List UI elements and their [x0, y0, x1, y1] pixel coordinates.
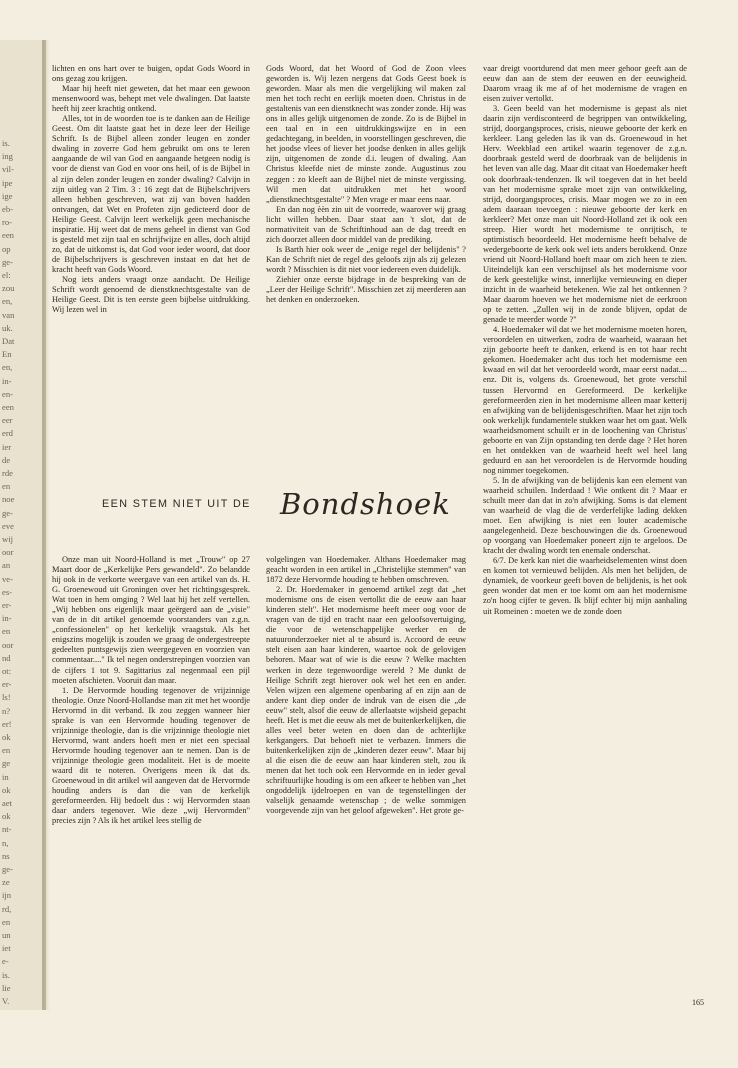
gutter-fragment: aet [2, 798, 13, 808]
paragraph: Maar hij heeft niet geweten, dat het maar een gewoon mensenwoord was, behept met vele dwalingen. Dat laatste heeft hij zeer krachtig ontkend. [52, 84, 250, 114]
gutter-fragment: ok [2, 811, 11, 822]
page-number: 165 [692, 998, 704, 1007]
gutter-fragment: ns [2, 850, 10, 861]
gutter-fragment: op [2, 243, 11, 254]
heading-script-title: Bondshoek [280, 487, 451, 521]
gutter-fragment: een [2, 402, 14, 412]
gutter-fragment: oor [2, 639, 14, 650]
gutter-fragment: en- [2, 388, 13, 399]
heading-prefix: EEN STEM NIET UIT DE [102, 498, 251, 510]
gutter-fragment: nd [2, 652, 11, 663]
gutter-fragment: zou [2, 283, 15, 294]
gutter-fragment: V. [2, 996, 10, 1006]
gutter-fragment: en [2, 745, 11, 756]
gutter-fragment: erd [2, 428, 13, 439]
paragraph: 1. De Hervormde houding tegenover de vrijzinnige theologie. Onze Noord-Hollandse man zit met het woordje Hervormd in dit verband. Ik zou zeggen wanneer hier sprake is van een Hervormde houding tegenover de vrijzinnige theologie, dan is die vrijzinnige theologie niet Hervormd, want anders hoeft men er niet een speciaal Hervormde houding tegenover aan te nemen. Dan is de vrijzinnige theologie geen modaliteit. Het is de moeite waard dit te noteren. Overigens meen ik dat ds. Groenewoud in dit artikel wil aangeven dat de Hervormde houding anders is dan die van de kerkelijk gereformeerden. Hij bedoelt dus : wij Hervormden staan daar anders tegenover. Wie deze „wij Hervormden" precies zijn ? Als ik het artikel lees stellig de [52, 685, 250, 826]
binding-shadow [42, 40, 50, 1010]
gutter-fragment: Dat [2, 336, 15, 346]
gutter-fragment: ve- [2, 573, 13, 584]
paragraph: Nog iets anders vraagt onze aandacht. De Heilige Schrift wordt genoemd de dienstknechtsgestalte van de Heilige Geest. Dit is ten eerste geen bijbelse uitdrukking. Wij lezen wel in [52, 274, 250, 315]
gutter-fragment: an [2, 560, 11, 571]
gutter-fragment: noe [2, 494, 15, 505]
paragraph: 6/7. De kerk kan niet die waarheidselementen winst doen en komen tot vernieuwd belijden. Als men het belijden, de dynamiek, de voorkeur geeft boven de belijdenis, is het ook geen wonder dat men er toe komt om aan het modernisme zo'n hoog cijfer te geven. Ik blijf echter bij mijn aanhaling uit Romeinen : moeten we de zonde doen [483, 556, 687, 616]
gutter-fragment: in [2, 771, 9, 782]
gutter-fragment: ige [2, 190, 13, 201]
paragraph: volgelingen van Hoedemaker. Althans Hoedemaker mag geacht worden in een artikel in „Christelijke stemmen" van 1872 deze Hervormde houding te hebben omschreven. [266, 555, 466, 585]
paragraph: vaar dreigt voortdurend dat men meer gehoor geeft aan de eeuw dan aan de stem der eeuwen en der eeuwigheid. Daarom vraag ik me af of het modernisme de vragen en eisen zuiver vertolkt. [483, 64, 687, 104]
gutter-fragment: een [2, 230, 14, 241]
gutter-fragment: vil- [2, 164, 14, 175]
paragraph: Onze man uit Noord-Holland is met „Trouw" op 27 Maart door de „Kerkelijke Pers gewandeld". Zo belandde hij ook in de verkorte weergave van een artikel van ds. H. G. Groenewoud uit Groningen over het richtingsgesprek. Wat toen in hem omging ? Wel laat hij het zelf vertellen. „Wij hebben ons eigenlijk maar geërgerd aan de „visie" van de in dit artikel genoemde voorstanders van z.g.n. „confessionelen" op het kerkelijk vraagstuk. Als het enigszins mogelijk is zouden we graag de ondergestreepte gedeelten puntsgewijs zien weergegeven en voorzien van commentaar...." Ik tel negen onderstrepingen voorzien van de cijfers 1 tot 9. Sagittarius zal negenmaal een pijl moeten afschieten. Vooruit dan maar. [52, 555, 250, 685]
paragraph: Gods Woord, dat het Woord of God de Zoon vlees geworden is. Wij lezen nergens dat Gods Geest boek is geworden. Maar als men die vergelijking wil maken zal men het toch recht en eerlijk moeten doen. Christus in de gestaltenis van een dienstknecht was zonder zonde. Hij was ons in alles gelijk uitgenomen de zonde. Zo is de Bijbel in een taal en in een uitdrukkingswijze en in een gedachtegang, in beelden, in voorstellingen geschreven, die het joodse vlees of liever het joodse denken in alles gelijk zijn, uitgenomen de zonde d.i. leugen of dwaling. Aan Christus kleefde niet de minste zonde. Augustinus zou zeggen : zo kleeft aan de Bijbel niet de minste vergissing. Wil men dat uitdrukken met het woord „dienstknechtsgestalte" ? Men vrage er maar eens naar. [266, 64, 466, 204]
gutter-fragment: eer [2, 415, 13, 426]
column-1-bottom [52, 555, 250, 826]
gutter-fragment: er- [2, 600, 12, 610]
gutter-fragment: ge [2, 758, 11, 769]
gutter-fragment: ier [2, 441, 12, 452]
paragraph: 4. Hoedemaker wil dat we het modernisme moeten horen, veroordelen en uitwerken, zodra de waarheid, waaraan het zijn geboorte heeft te danken, erkend is en tot haar recht gekomen. Hoedemaker acht dus toch het modernisme een kwaad en wil dat het veroordeeld wordt, maar eerst nadat.... enz. Dit is, volgens ds. Groenewoud, het grote verschil tussen Hervormd en Gereformeerd. De kerkelijke gereformeerden zien in het modernisme alleen maar ketterij en afwijking van de belijdenisgeschriften. Maar het zijn toch ook werkelijk fundamentele stukken waar het om gaat. Welk waarheidsmoment schuilt er in de loochening van Christus' geboorte en van Zijn opstanding ten derde dage ? Het horen en het ontdekken van de waarheid heeft wel heel lang geduurd en aan het veroordelen is de Hervormde houding nog nimmer toegekomen. [483, 325, 687, 475]
paragraph: 3. Geen beeld van het modernisme is gepast als niet daarin zijn verdisconteerd de begrippen van ontwikkeling, strijd, doorgangsproces, crisis, nieuwe geboorte der kerk en kerkleer. Lang geleden las ik van ds. Groenewoud in het Herv. Weekblad een artikel waarin tegenover de z.g.n. doorbraak gesteld werd de doorbraak van de belijdenis in het leven van alle dag. Maar dit citaat van Hoedemaker heeft ook doorbraak-tendenzen. Ik wil toegeven dat in het beeld van het modernisme sprake moet zijn van ontwikkeling, strijd, doorgangsproces, crisis. Maar mogen we zo in een adem daaraan toevoegen : nieuwe geboorte der kerk en kerkleer? Met onze man uit Noord-Holland zet ik ook een streep. Hier wordt het modernisme te onrijtisch, te optimistisch beoordeeld. Het modernisme heeft behalve de wedergeboorte de kerk ook wel iets anders berokkend. Onze vriend uit Noord-Holland hoeft maar om zich heen te zien. Uiteindelijk kan een verschijnsel als het modernisme voor de kerk geestelijke winst, innerlijke vernieuwing en dieper inzicht in de waarheid betekenen. Wie zal het ontkennen ? Maar daarom hoeven we het modernisme niet de eerkroon op te zetten. „Zullen wij in de zonde blijven, opdat de genade te meerder worde ?" [483, 104, 687, 325]
paragraph: 5. In de afwijking van de belijdenis kan een element van waarheid schuilen. Inderdaad ! Wie ontkent dit ? Maar er schuilt meer dan dat in zo'n afwijking. Soms is dat element van waarheid de vlag die de verderfelijke lading dekken moet. Een afwijking is niet een louter academische aangelegenheid. Deze beschouwingen die ds. Groenewoud op voorgang van Hoedemaker poneert zijn te argeloos. De kracht der dwaling wordt ten enemale onderschat. [483, 475, 687, 556]
gutter-fragment: nt- [2, 824, 12, 835]
gutter-fragment: de [2, 454, 11, 465]
gutter-fragment: en [2, 626, 11, 637]
gutter-fragment: ge- [2, 864, 13, 874]
gutter-fragment: ot: [2, 666, 12, 676]
gutter-fragment: ing [2, 151, 13, 162]
gutter-fragment: wij [2, 534, 13, 544]
gutter-fragment: rde [2, 468, 13, 478]
gutter-fragment: un [2, 930, 11, 940]
gutter-fragment: oor [2, 547, 14, 558]
gutter-fragment: van [2, 309, 15, 320]
paragraph: 2. Dr. Hoedemaker in genoemd artikel zegt dat „het modernisme ons de eisen vertolkt die de eeuw aan haar kinderen stelt". Het modernisme heeft meer oog voor de vragen van de tijd en tracht naar een geloofsovertuiging, die voor de wetenschappelijke werker en de natuuronderzoeker niet al te absurd is. Accoord de eeuw stelt eisen aan haar kinderen, waartoe ook de gelovigen behoren. Maar wat of wie is die eeuw ? Welke machten werken in deze tegenwoordige wereld ? Me dunkt de Heilige Schrift zegt hierover ook wel het een en ander. Velen wijzen een algemene openbaring af en zijn aan de andere kant diep onder de indruk van de eisen die „de eeuw" stelt, alsof die eeuw de allerlaatste wijsheid gepacht heeft. Het is met die eeuw als met de buitenkerkelijken, die alles veel beter weten en doen dan de achterlijke kerkgangers. Dat behoeft niet te verbazen. Immers die buitenkerkelijken zijn de „kinderen dezer eeuw". Maar bij al die eisen die de eeuw aan haar kinderen stelt, zou ik menen dat het toch ook een Hervormde en in ieder geval schriftuurlijke houding is om een afkeer te hebben van „het ongoddelijk ijdelroepen en van de tegenstellingen der valselijk genaamde wetenschap ; de welke sommigen voorgevende zijn van het geloof afgeweken". Het grote ge- [266, 585, 466, 816]
gutter-fragment: rd, [2, 903, 12, 914]
gutter-fragment: e- [2, 956, 9, 967]
column-2-top [266, 64, 466, 305]
gutter-fragment: eb- [2, 204, 13, 214]
paragraph: lichten en ons hart over te buigen, opdat Gods Woord in ons gezag zou krijgen. [52, 64, 250, 84]
gutter-fragment: en, [2, 296, 13, 307]
gutter-fragment: en [2, 481, 11, 492]
paragraph: Ziehier onze eerste bijdrage in de bespreking van de „Leer der Heilige Schrift". Misschien zet zij meerderen aan het denken en onderzoeken. [266, 274, 466, 305]
gutter-fragment: ok [2, 784, 11, 795]
gutter-fragment: is. [2, 969, 10, 980]
gutter-fragment: is. [2, 138, 10, 148]
column-1-top [52, 64, 250, 315]
gutter-fragment: n, [2, 837, 9, 848]
gutter-fragment: n? [2, 705, 11, 716]
gutter-fragment: er- [2, 679, 12, 690]
gutter-fragment: ro- [2, 217, 13, 228]
gutter-fragment: in- [2, 375, 12, 386]
gutter-fragment: ipe [2, 177, 13, 188]
gutter-fragment: uk. [2, 322, 13, 333]
paragraph: Alles, tot in de woorden toe is te danken aan de Heilige Geest. Om dit laatste gaat het in deze leer der Heilige Schrift. Is de Bijbel alleen zonder leugen en zonder dwaling in zoverre God hem gebruikt om ons te leren aangaande de wil van God en aangaande hetgeen nodig is voor de dienst van God en voor ons heil, of is de Bijbel in al zijn delen zonder leugen en zonder dwaling? Calvijn in zijn uitleg van 2 Tim. 3 : 16 zegt dat de Bijbelschrijvers alleen hebben geschreven, wat zij van boven hadden ontvangen, dat Wet en Profeten zijn gedicteerd door de Heilige Geest. Calvijn leert werkelijk geen mechanische inspiratie. Hij weet dat de mens geheel in dienst van God is gesteld met zijn taal en schrijfwijze en alles, doch altijd zo, dat de uitkomst is, dat God voor ieder woord, dat door de Bijbelschrijvers is geschreven instaat en dat het de kracht heeft van Gods Woord. [52, 114, 250, 274]
gutter-fragment: es- [2, 586, 13, 597]
gutter-fragment: er! [2, 718, 12, 729]
gutter-fragment: lie [2, 982, 11, 993]
gutter-fragment: iet [2, 943, 11, 954]
gutter-fragment: ok [2, 732, 11, 742]
gutter-fragment: ge- [2, 507, 13, 518]
column-2-bottom [266, 555, 466, 816]
gutter-fragment: ge- [2, 256, 13, 267]
gutter-fragment: ls! [2, 692, 11, 703]
gutter-fragment: en, [2, 362, 13, 373]
gutter-fragment: ze [2, 877, 10, 888]
gutter-fragment: ijn [2, 890, 12, 901]
section-heading [102, 487, 451, 539]
gutter-fragment: in- [2, 613, 12, 624]
paragraph: En dan nog èèn zin uit de voorrede, waarover wij graag licht willen hebben. Daar staat aan 't slot, dat de normativiteit van de Schriftinhoud aan de dag treedt en zich doorzet alleen door middel van de prediking. [266, 204, 466, 244]
column-3 [483, 64, 687, 617]
gutter-fragment: en [2, 916, 11, 927]
gutter-fragment: En [2, 349, 12, 360]
paragraph: Is Barth hier ook weer de „enige regel der belijdenis" ? Kan de Schrift niet de regel des geloofs zijn als zij gelezen wordt ? Misschien is dit niet voor iedereen even duidelijk. [266, 244, 466, 274]
gutter-fragment: el: [2, 270, 11, 280]
gutter-fragment: eve [2, 520, 14, 531]
previous-page-edge [0, 40, 46, 1010]
